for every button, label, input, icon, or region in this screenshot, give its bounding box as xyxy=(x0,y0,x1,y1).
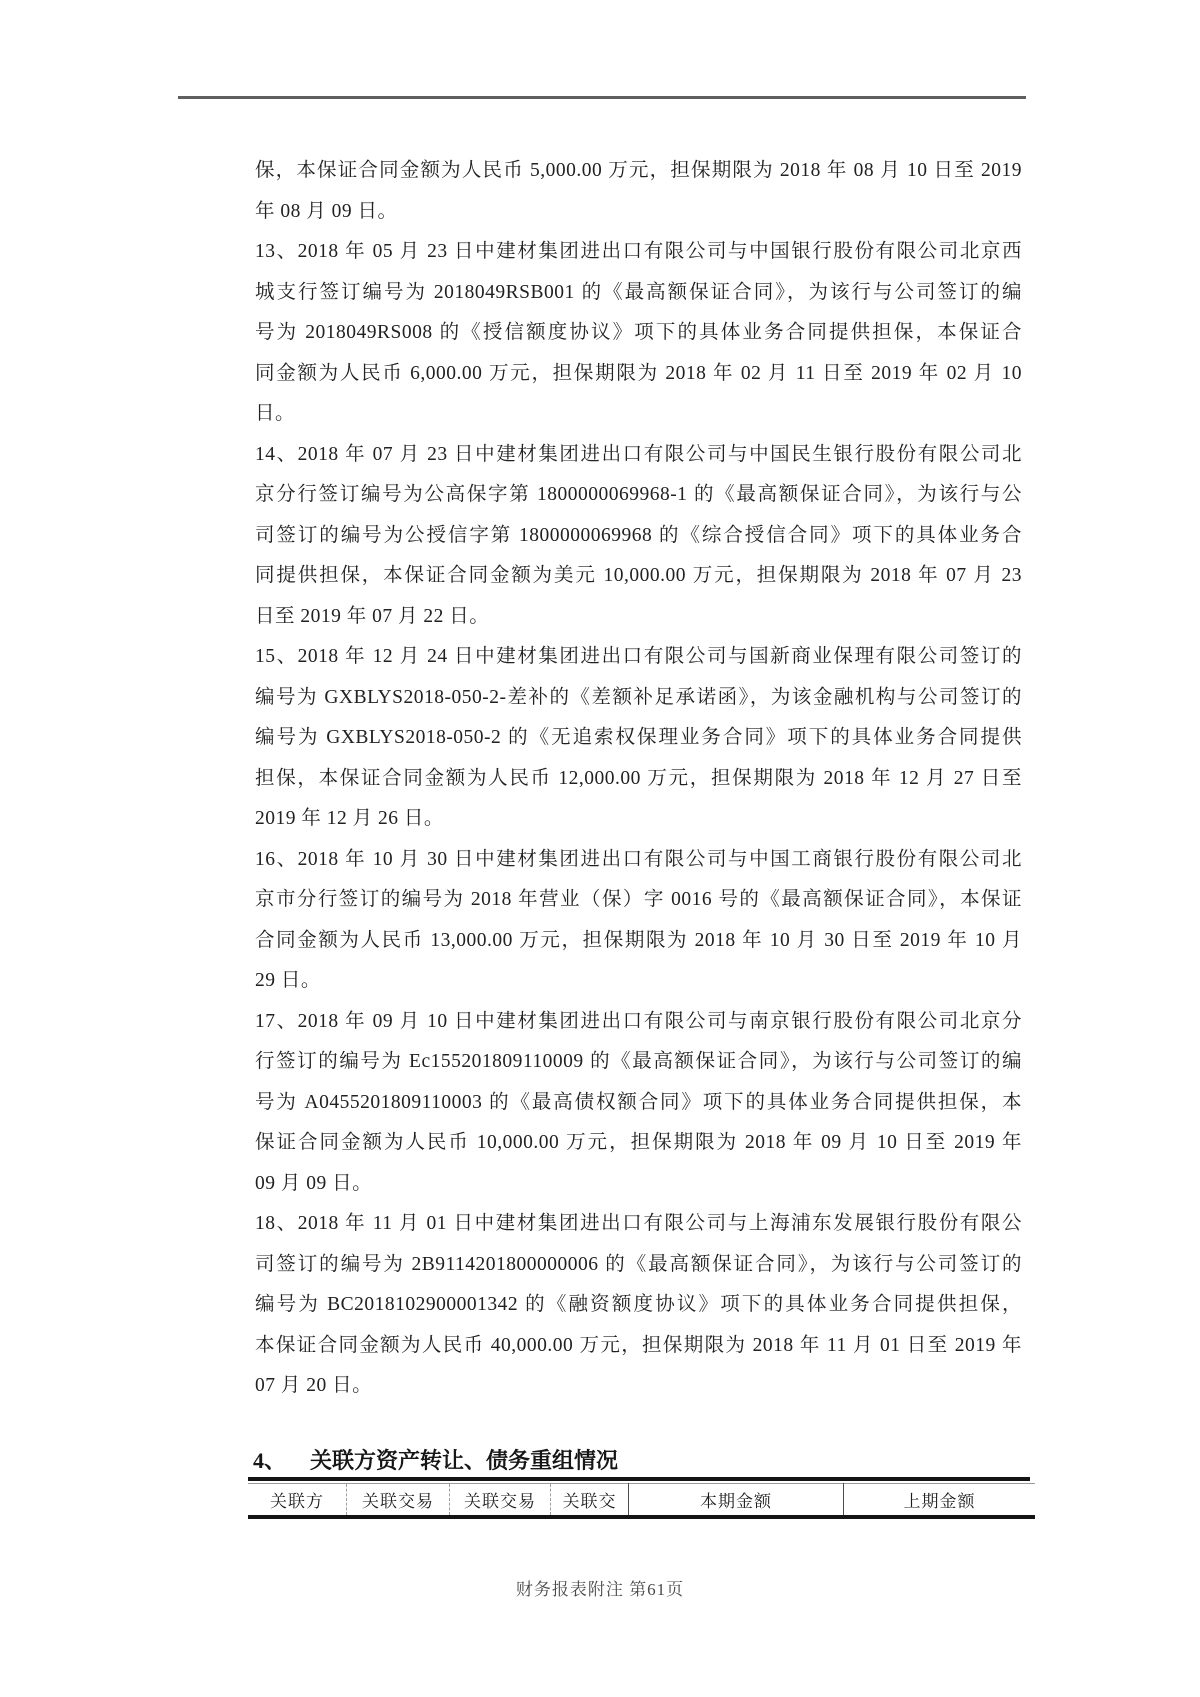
paragraph xyxy=(255,1204,1022,1407)
text-line: 京分行签订编号为公高保字第 1800000069968-1 的《最高额保证合同》，为该行与公 xyxy=(255,484,1022,505)
text-line: 编号为 GXBLYS2018-050-2 的《无追索权保理业务合同》项下的具体业务合同提供 xyxy=(255,727,1022,748)
text-line: 日至 2019 年 07 月 22 日。 xyxy=(255,605,490,627)
text-line: 合同金额为人民币 13,000.00 万元，担保期限为 2018 年 10 月 30 日至 2019 年 10 月 xyxy=(255,929,1022,951)
text-line: 日。 xyxy=(255,403,296,424)
section-heading xyxy=(253,1446,1030,1476)
paragraph xyxy=(255,840,1022,1002)
related-party-table xyxy=(248,1483,1035,1519)
text-line: 本保证合同金额为人民币 40,000.00 万元，担保期限为 2018 年 11 月 01 日至 2019 年 xyxy=(255,1334,1022,1356)
table-header-cell: 关联交易 xyxy=(347,1484,450,1518)
text-line: 同提供担保，本保证合同金额为美元 10,000.00 万元，担保期限为 2018 年 07 月 23 xyxy=(255,565,1022,586)
text-line: 保，本保证合同金额为人民币 5,000.00 万元，担保期限为 2018 年 08 月 10 日至 2019 xyxy=(255,160,1022,181)
text-line: 07 月 20 日。 xyxy=(255,1375,373,1396)
body-text xyxy=(255,151,1022,1407)
text-line: 29 日。 xyxy=(255,970,321,991)
text-line: 司签订的编号为 2B9114201800000006 的《最高额保证合同》，为该行与公司签订的 xyxy=(255,1253,1022,1275)
paragraph xyxy=(255,232,1022,435)
section-title: 关联方资产转让、债务重组情况 xyxy=(310,1448,619,1473)
text-line: 号为 2018049RS008 的《授信额度协议》项下的具体业务合同提供担保，本保证合 xyxy=(255,322,1022,343)
text-line: 编号为 BC2018102900001342 的《融资额度协议》项下的具体业务合同提供担保， xyxy=(255,1294,1022,1315)
table-header-cell: 上期金额 xyxy=(903,1492,976,1511)
paragraph xyxy=(255,637,1022,840)
page-footer: 财务报表附注 第61页 xyxy=(515,1580,685,1599)
text-line: 司签订的编号为公授信字第 1800000069968 的《综合授信合同》项下的具体业务合 xyxy=(255,524,1022,546)
text-line: 15、2018 年 12 月 24 日中建材集团进出口有限公司与国新商业保理有限公司签订的 xyxy=(255,646,1022,667)
header-rule xyxy=(178,96,1026,99)
text-line: 13、2018 年 05 月 23 日中建材集团进出口有限公司与中国银行股份有限公司北京西 xyxy=(255,241,1022,262)
text-line: 担保，本保证合同金额为人民币 12,000.00 万元，担保期限为 2018 年 12 月 27 日至 xyxy=(255,767,1022,789)
text-line: 保证合同金额为人民币 10,000.00 万元，担保期限为 2018 年 09 月 10 日至 2019 年 xyxy=(255,1132,1022,1153)
text-line: 17、2018 年 09 月 10 日中建材集团进出口有限公司与南京银行股份有限公司北京分 xyxy=(255,1010,1022,1032)
text-line: 同金额为人民币 6,000.00 万元，担保期限为 2018 年 02 月 11 日至 2019 年 02 月 10 xyxy=(255,362,1022,384)
text-line: 行签订的编号为 Ec155201809110009 的《最高额保证合同》，为该行与公司签订的编 xyxy=(255,1051,1022,1072)
table-header-cell: 关联交易 xyxy=(450,1484,551,1518)
table-header-cell: 关联方 xyxy=(248,1484,347,1518)
text-line: 18、2018 年 11 月 01 日中建材集团进出口有限公司与上海浦东发展银行股份有限公 xyxy=(255,1213,1022,1234)
text-line: 年 08 月 09 日。 xyxy=(255,200,398,222)
table-header-row xyxy=(248,1484,1035,1518)
text-line: 16、2018 年 10 月 30 日中建材集团进出口有限公司与中国工商银行股份有限公司北 xyxy=(255,848,1022,870)
table-header-cell: 关联交 xyxy=(551,1484,629,1518)
section-number: 4、 xyxy=(253,1448,287,1473)
text-line: 号为 A0455201809110003 的《最高债权额合同》项下的具体业务合同提供担保，本 xyxy=(255,1091,1022,1113)
related-party-table-wrap xyxy=(248,1477,1030,1519)
text-line: 14、2018 年 07 月 23 日中建材集团进出口有限公司与中国民生银行股份有限公司北 xyxy=(255,443,1022,465)
text-line: 编号为 GXBLYS2018-050-2-差补的《差额补足承诺函》，为该金融机构与公司签订的 xyxy=(255,686,1022,708)
paragraph xyxy=(255,435,1022,638)
text-line: 京市分行签订的编号为 2018 年营业（保）字 0016 号的《最高额保证合同》，本保证 xyxy=(255,889,1022,910)
text-line: 城支行签订编号为 2018049RSB001 的《最高额保证合同》，为该行与公司签订的编 xyxy=(255,281,1022,303)
text-line: 2019 年 12 月 26 日。 xyxy=(255,808,444,829)
table-header-cell: 本期金额 xyxy=(629,1484,844,1518)
text-line: 09 月 09 日。 xyxy=(255,1172,373,1194)
paragraph xyxy=(255,151,1022,232)
paragraph xyxy=(255,1002,1022,1205)
